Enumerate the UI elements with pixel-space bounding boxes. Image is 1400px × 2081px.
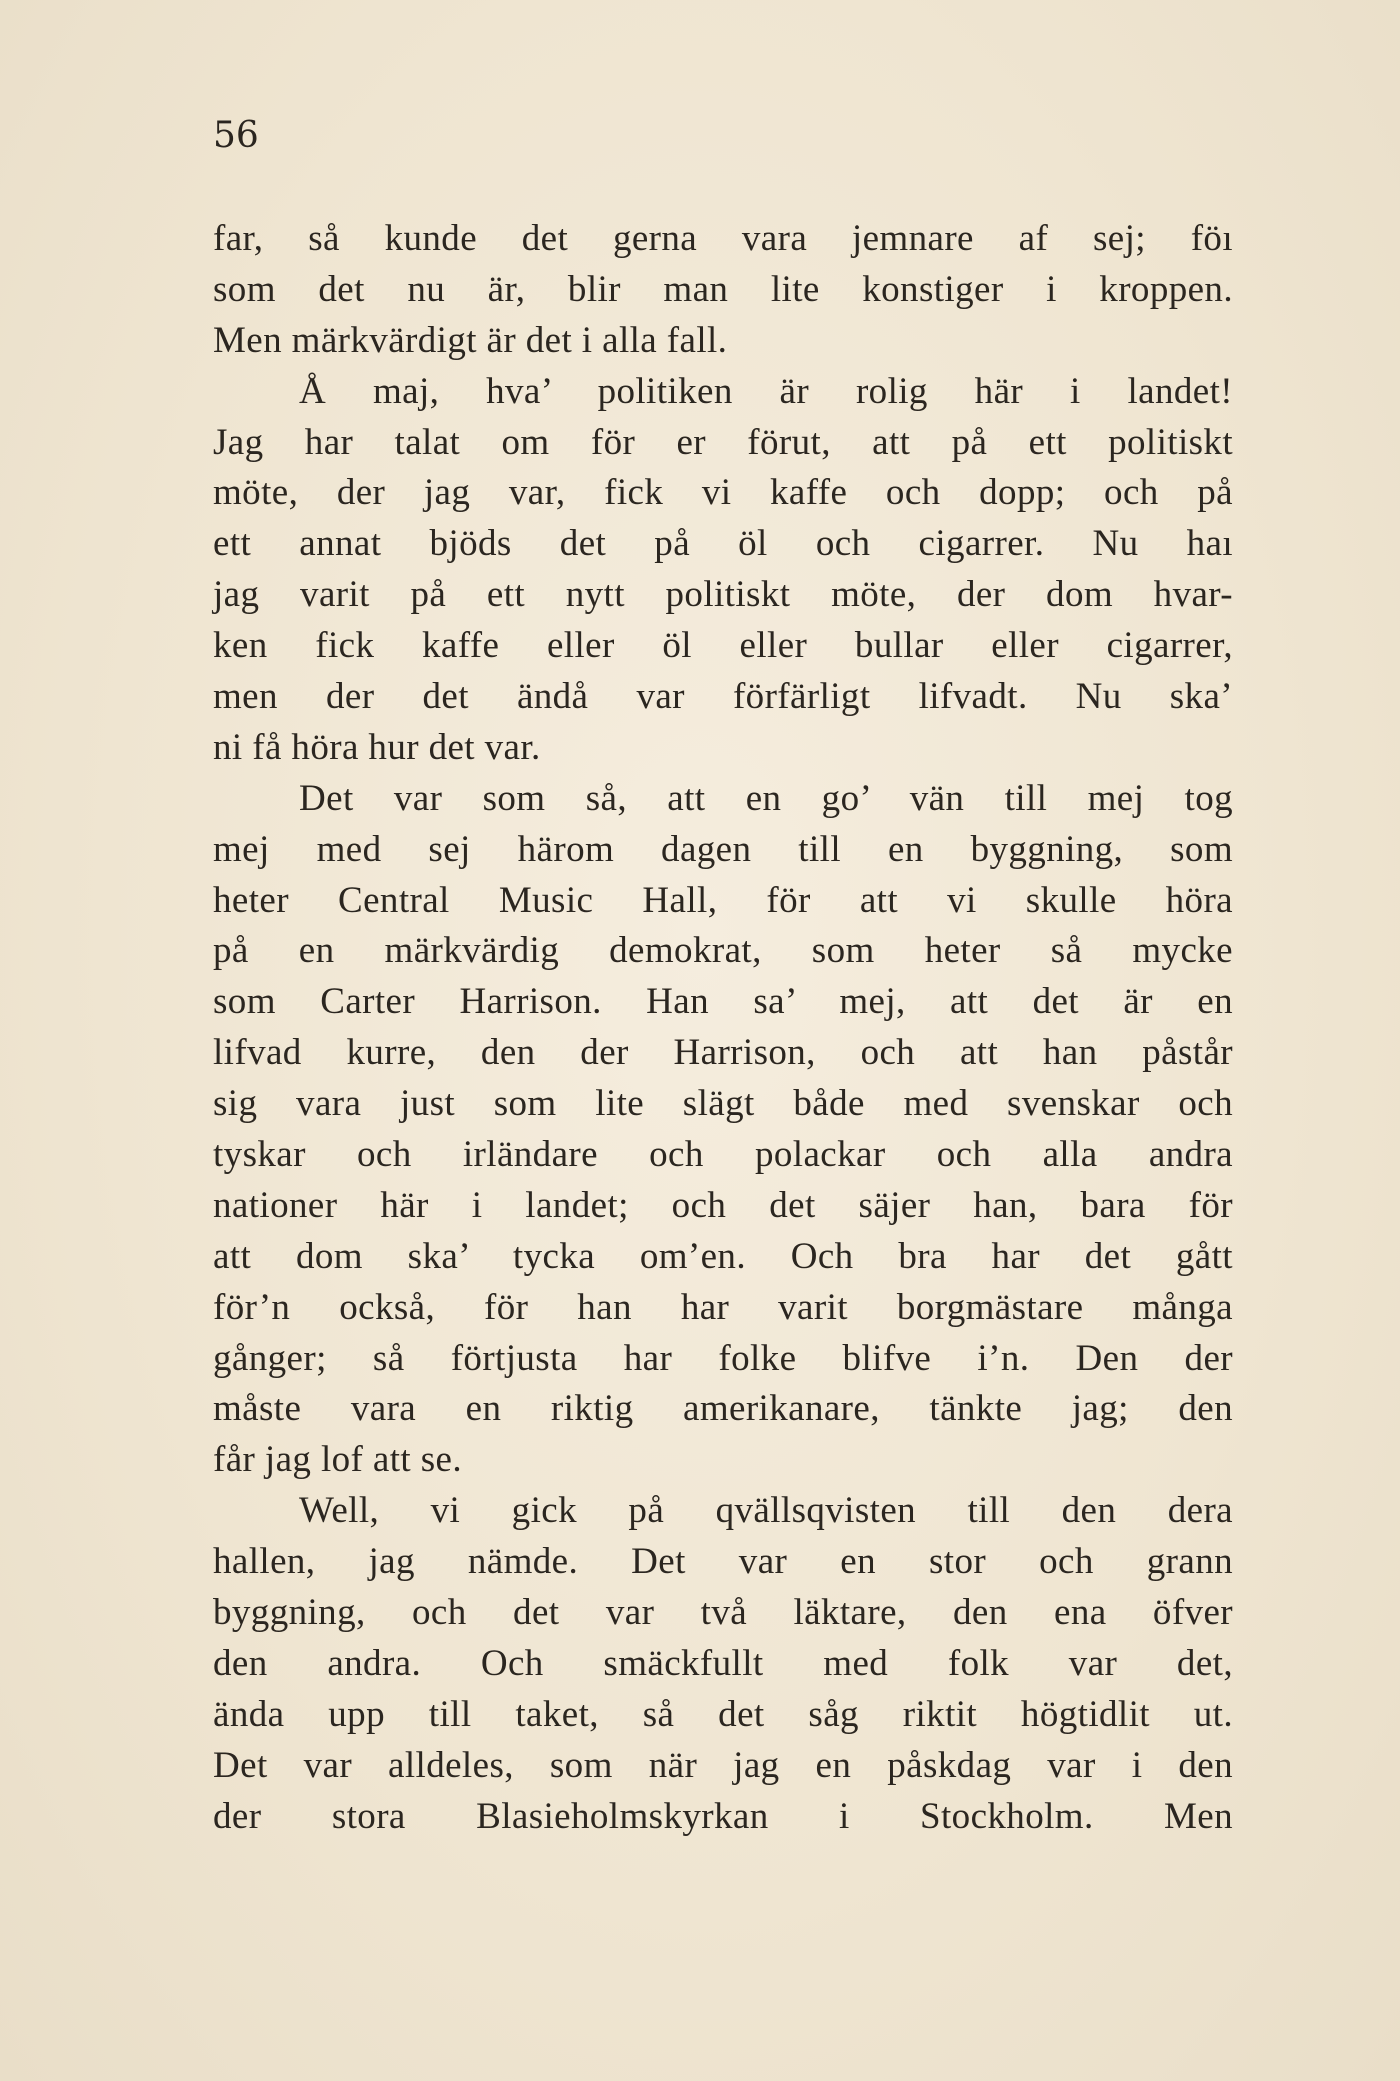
text-line: Jag har talat om för er förut, att på ett politiskt — [213, 421, 1233, 463]
text-line: måste vara en riktig amerikanare, tänkte jag; den — [213, 1388, 1233, 1430]
text-line: Å maj, hva’ politiken är rolig här i landet! — [299, 370, 1233, 412]
text-line: byggning, och det var två läktare, den ena öfver — [213, 1592, 1233, 1634]
text-line: tyskar och irländare och polackar och alla andra — [213, 1134, 1233, 1176]
text-line: jag varit på ett nytt politiskt möte, der dom hvar- — [213, 574, 1233, 616]
text-line: men der det ändå var förfärligt lifvadt. Nu ska’ — [213, 676, 1233, 718]
text-line: att dom ska’ tycka om’en. Och bra har det gått — [213, 1235, 1233, 1277]
text-line: den andra. Och smäckfullt med folk var det, — [213, 1642, 1233, 1684]
text-line: far, så kunde det gerna vara jemnare af sej; föı — [213, 218, 1233, 259]
text-line: heter Central Music Hall, för att vi skulle höra — [213, 879, 1233, 921]
text-line: Well, vi gick på qvällsqvisten till den dera — [299, 1490, 1233, 1532]
body-text — [213, 214, 1233, 1843]
text-line: lifvad kurre, den der Harrison, och att han påstår — [213, 1032, 1233, 1074]
text-line: som Carter Harrison. Han sa’ mej, att det är en — [213, 981, 1233, 1023]
text-line: som det nu är, blir man lite konstiger i kroppen. — [213, 268, 1233, 310]
text-line: gånger; så förtjusta har folke blifve i’n. Den der — [213, 1337, 1233, 1379]
text-line: Det var alldeles, som när jag en påskdag var i den — [213, 1744, 1233, 1786]
text-line: nationer här i landet; och det säjer han, bara för — [213, 1184, 1233, 1226]
text-line: ända upp till taket, så det såg riktit högtidlit ut. — [213, 1693, 1233, 1735]
text-line: ken fick kaffe eller öl eller bullar eller cigarrer, — [213, 625, 1233, 667]
text-line: der stora Blasieholmskyrkan i Stockholm. Men — [213, 1795, 1233, 1837]
text-line: hallen, jag nämde. Det var en stor och grann — [213, 1541, 1233, 1583]
text-line: möte, der jag var, fick vi kaffe och dopp; och på — [213, 472, 1233, 514]
text-line: Men märkvärdigt är det i alla fall. — [213, 319, 728, 361]
text-line: mej med sej härom dagen till en byggning, som — [213, 828, 1233, 870]
text-line: sig vara just som lite slägt både med svenskar och — [213, 1083, 1233, 1125]
text-line: får jag lof att se. — [213, 1439, 463, 1481]
text-line: ett annat bjöds det på öl och cigarrer. Nu haı — [213, 523, 1233, 565]
page-number: 56 — [213, 115, 259, 156]
text-line: ni få höra hur det var. — [213, 726, 541, 768]
text-line: på en märkvärdig demokrat, som heter så mycke — [213, 930, 1233, 972]
text-line: för’n också, för han har varit borgmästare många — [213, 1286, 1233, 1328]
text-line: Det var som så, att en go’ vän till mej tog — [299, 777, 1233, 819]
